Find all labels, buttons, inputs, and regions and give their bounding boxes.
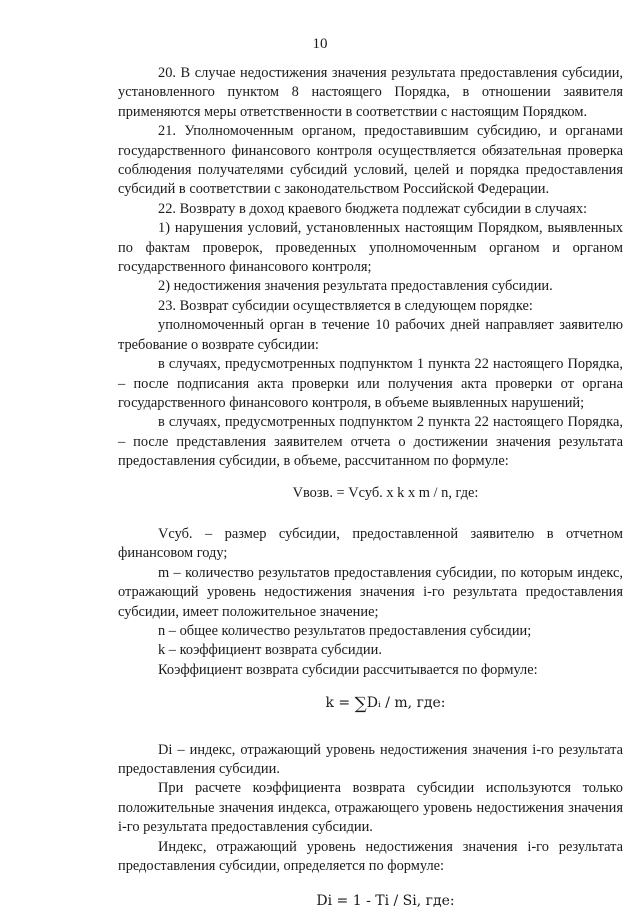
formula-vvozv: Vвозв. = Vсуб. x k x m / n, где: (292, 484, 479, 501)
definition-m: m – количество результатов предоставления субсидии, по которым индекс, отражающий уровень недостижения значения i-го результата предоставления субсидии, имеет положительное значение; (118, 564, 623, 620)
formula-k-right: Dᵢ / m, где: (366, 695, 446, 712)
page-number: 10 (312, 36, 328, 52)
definition-n: n – общее количество результатов предоставления субсидии; (158, 622, 532, 639)
di-intro: Индекс, отражающий уровень недостижения значения i-го результата предоставления субсидии, определяется по формуле: (118, 838, 623, 875)
sum-symbol: ∑ (354, 694, 367, 715)
paragraph-22-item-1: 1) нарушения условий, установленных настоящим Порядком, выявленных по фактам проверок, проведенных уполномоченным органом и органом государственного финансового контроля; (118, 220, 623, 276)
coefficient-intro: Коэффициент возврата субсидии рассчитывается по формуле: (158, 661, 538, 678)
formula-k-left: k = (325, 695, 355, 712)
paragraph-23-case-2: в случаях, предусмотренных подпунктом 2 пункта 22 настоящего Порядка, – после представления заявителем отчета о достижении значения результата предоставления субсидии, в объеме, рассчитанном по формуле: (118, 414, 623, 470)
definition-di: Di – индекс, отражающий уровень недостижения значения i-го результата предоставления субсидии. (118, 741, 623, 777)
document-body (118, 64, 623, 912)
definition-k: k – коэффициент возврата субсидии. (158, 642, 382, 659)
paragraph-23-case-1: в случаях, предусмотренных подпунктом 1 пункта 22 настоящего Порядка, – после подписания акта проверки или получения акта проверки от органа государственного финансового контроля, в объеме выявленных нарушений; (118, 356, 623, 411)
paragraph-21: 21. Уполномоченным органом, предоставившим субсидию, и органами государственного финансового контроля осуществляется обязательная проверка соблюдения получателями субсидий условий, целей и порядка предоставления субсидий в соответствии с законодательством Российской Федерации. (118, 123, 623, 198)
paragraph-23: 23. Возврат субсидии осуществляется в следующем порядке: (158, 297, 533, 314)
positive-values-note: При расчете коэффициента возврата субсидии используются только положительные значения индекса, отражающего уровень недостижения значения i-го результата предоставления субсидии. (118, 780, 623, 836)
paragraph-22: 22. Возврату в доход краевого бюджета подлежат субсидии в случаях: (158, 200, 588, 217)
paragraph-22-item-2: 2) недостижения значения результата предоставления субсидии. (158, 278, 553, 295)
definition-vsub: Vсуб. – размер субсидии, предоставленной заявителю в отчетном финансовом году; (118, 525, 623, 562)
paragraph-20: 20. В случае недостижения значения результата предоставления субсидии, установленного пунктом 8 настоящего Порядка, в отношении заявителя применяются меры ответственности в соответствии с настоящим Порядком. (118, 65, 623, 120)
formula-di: Di = 1 - Ti / Si, где: (316, 893, 455, 910)
formula-k (118, 694, 623, 714)
paragraph-23-intro: уполномоченный орган в течение 10 рабочих дней направляет заявителю требование о возврате субсидии: (118, 317, 623, 353)
